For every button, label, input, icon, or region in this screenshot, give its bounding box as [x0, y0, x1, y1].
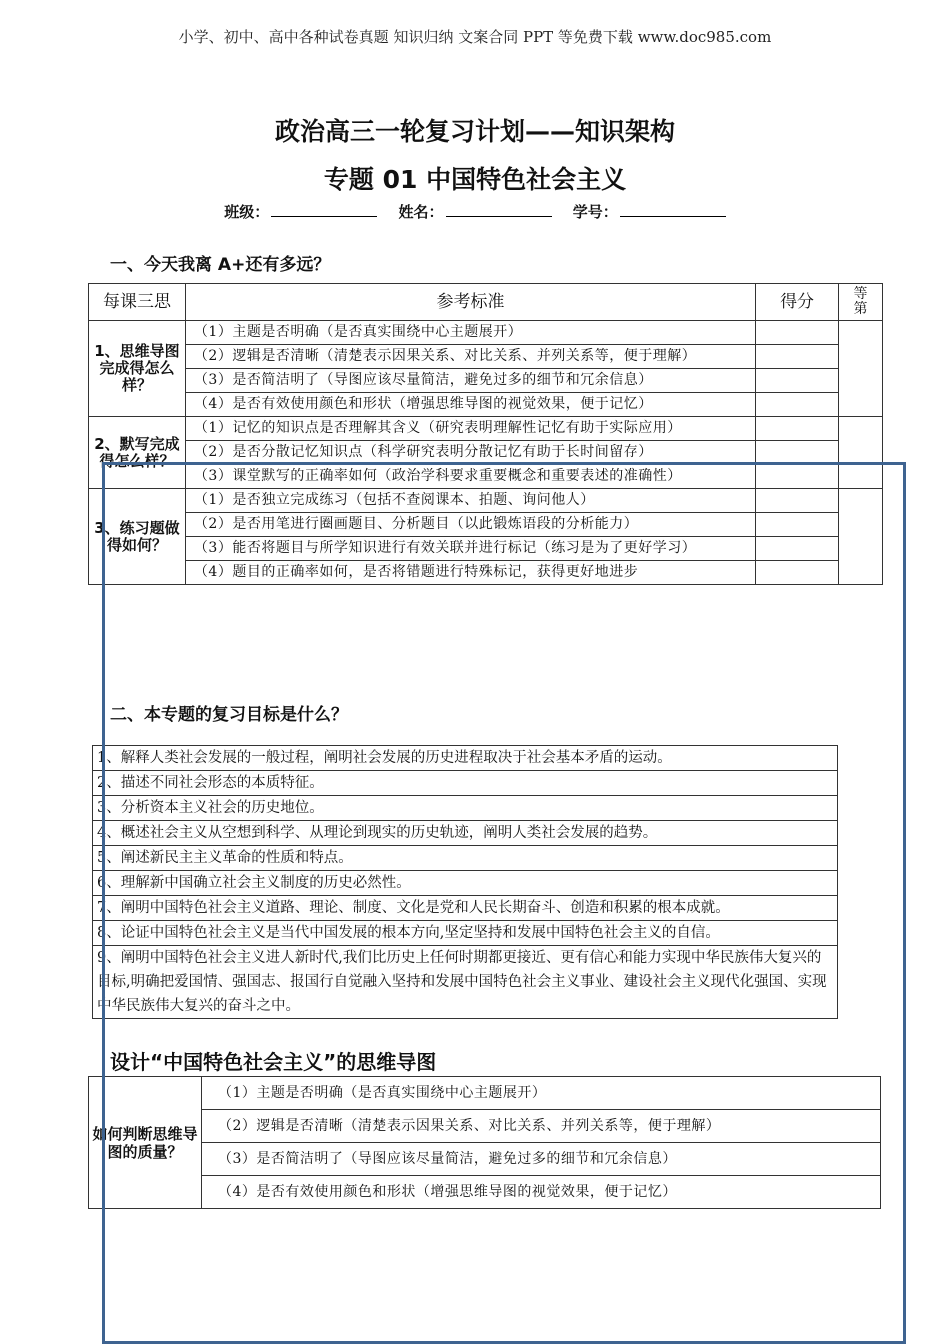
- table-header-row: [89, 284, 883, 321]
- criteria-cell: （4）是否有效使用颜色和形状（增强思维导图的视觉效果，便于记忆）: [185, 393, 755, 417]
- score-cell[interactable]: [756, 417, 839, 441]
- criteria-cell: （2）是否分散记忆知识点（科学研究表明分散记忆有助于长时间留存）: [185, 441, 755, 465]
- section3-heading: 设计“中国特色社会主义”的思维导图: [110, 1050, 437, 1074]
- table-row: [89, 321, 883, 345]
- criteria-cell: （2）逻辑是否清晰（清楚表示因果关系、对比关系、并列关系等，便于理解）: [185, 345, 755, 369]
- header-reflection: 每课三思: [89, 284, 186, 321]
- table-row: [89, 369, 883, 393]
- class-label: 班级：: [224, 203, 270, 221]
- criteria-cell: （3）是否简洁明了（导图应该尽量简洁，避免过多的细节和冗余信息）: [185, 369, 755, 393]
- goal-row: [93, 896, 838, 921]
- goal-item: 8、论证中国特色社会主义是当代中国发展的根本方向,坚定坚持和发展中国特色社会主义的自信。: [93, 921, 838, 946]
- criteria-cell: （1）主题是否明确（是否真实围绕中心主题展开）: [202, 1077, 881, 1110]
- student-id-field[interactable]: [573, 203, 726, 221]
- rank-cell[interactable]: [839, 417, 883, 489]
- table-row: [89, 489, 883, 513]
- header-rank: 等第: [839, 284, 883, 321]
- name-field[interactable]: [398, 203, 551, 221]
- question-2: 2、默写完成得怎么样？: [89, 417, 186, 489]
- rank-cell[interactable]: [839, 489, 883, 585]
- section1-heading: 一、今天我离 A+还有多远？: [110, 255, 331, 275]
- document-subtitle: 专题 01 中国特色社会主义: [323, 165, 627, 194]
- criteria-cell: （3）能否将题目与所学知识进行有效关联并进行标记（练习是为了更好学习）: [185, 537, 755, 561]
- header-score: 得分: [756, 284, 839, 321]
- criteria-cell: （4）题目的正确率如何，是否将错题进行特殊标记，获得更好地进步: [185, 561, 755, 585]
- class-field[interactable]: [224, 203, 377, 221]
- goal-item: 6、理解新中国确立社会主义制度的历史必然性。: [93, 871, 838, 896]
- table-row: [89, 1176, 881, 1209]
- document-title: 政治高三一轮复习计划——知识架构: [274, 117, 675, 146]
- goal-item: 4、概述社会主义从空想到科学、从理论到现实的历史轨迹，阐明人类社会发展的趋势。: [93, 821, 838, 846]
- score-cell[interactable]: [756, 489, 839, 513]
- student-id-label: 学号：: [572, 203, 618, 221]
- criteria-cell: （2）是否用笔进行圈画题目、分析题目（以此锻炼语段的分析能力）: [185, 513, 755, 537]
- criteria-cell: （3）课堂默写的正确率如何（政治学科要求重要概念和重要表述的准确性）: [185, 465, 755, 489]
- criteria-cell: （3）是否简洁明了（导图应该尽量简洁，避免过多的细节和冗余信息）: [202, 1143, 881, 1176]
- goal-row: [93, 771, 838, 796]
- table-row: [89, 345, 883, 369]
- goal-item: 3、分析资本主义社会的历史地位。: [93, 796, 838, 821]
- goal-row: [93, 921, 838, 946]
- score-cell[interactable]: [756, 321, 839, 345]
- score-cell[interactable]: [756, 393, 839, 417]
- watermark-banner: 小学、初中、高中各种试卷真题 知识归纳 文案合同 PPT 等免费下载 www.doc985.com: [178, 28, 772, 46]
- student-info-fields: [0, 201, 950, 222]
- table-row: [89, 1110, 881, 1143]
- goal-item: 2、描述不同社会形态的本质特征。: [93, 771, 838, 796]
- table-row: [89, 513, 883, 537]
- header-criteria: 参考标准: [185, 284, 755, 321]
- goal-row: [93, 946, 838, 1019]
- mindmap-quality-table: [88, 1076, 881, 1209]
- goal-row: [93, 746, 838, 771]
- student-id-blank[interactable]: [620, 202, 726, 217]
- goal-item: 9、阐明中国特色社会主义进人新时代,我们比历史上任何时期都更接近、更有信心和能力实现中华民族伟大复兴的目标,明确把爱国情、强国志、报国行自觉融入坚持和发展中国特色社会主义事业、建设社会主义现代化强国、实现中华民族伟大复兴的奋斗之中。: [93, 946, 838, 1019]
- score-cell[interactable]: [756, 369, 839, 393]
- table-row: [89, 417, 883, 441]
- table-row: [89, 1143, 881, 1176]
- score-cell[interactable]: [756, 345, 839, 369]
- score-cell[interactable]: [756, 561, 839, 585]
- class-blank[interactable]: [271, 202, 377, 217]
- question-3: 3、练习题做得如何？: [89, 489, 186, 585]
- question-1: 1、思维导图完成得怎么样？: [89, 321, 186, 417]
- name-label: 姓名：: [398, 203, 444, 221]
- goal-row: [93, 871, 838, 896]
- table-row: [89, 393, 883, 417]
- table-row: [89, 441, 883, 465]
- goal-row: [93, 846, 838, 871]
- goal-row: [93, 796, 838, 821]
- score-cell[interactable]: [756, 537, 839, 561]
- score-cell[interactable]: [756, 513, 839, 537]
- mindmap-question: 如何判断思维导图的质量？: [89, 1077, 202, 1209]
- rank-cell[interactable]: [839, 321, 883, 417]
- score-cell[interactable]: [756, 441, 839, 465]
- score-cell[interactable]: [756, 465, 839, 489]
- goal-item: 5、阐述新民主主义革命的性质和特点。: [93, 846, 838, 871]
- table-row: [89, 537, 883, 561]
- table-row: [89, 561, 883, 585]
- review-goals-table: [92, 745, 838, 1019]
- self-assessment-table: [88, 283, 883, 585]
- criteria-cell: （1）是否独立完成练习（包括不查阅课本、拍题、询问他人）: [185, 489, 755, 513]
- goal-item: 7、阐明中国特色社会主义道路、理论、制度、文化是党和人民长期奋斗、创造和积累的根本成就。: [93, 896, 838, 921]
- section2-heading: 二、本专题的复习目标是什么？: [110, 705, 348, 725]
- table-row: [89, 465, 883, 489]
- criteria-cell: （2）逻辑是否清晰（清楚表示因果关系、对比关系、并列关系等，便于理解）: [202, 1110, 881, 1143]
- criteria-cell: （1）主题是否明确（是否真实围绕中心主题展开）: [185, 321, 755, 345]
- table-row: [89, 1077, 881, 1110]
- goal-row: [93, 821, 838, 846]
- name-blank[interactable]: [446, 202, 552, 217]
- criteria-cell: （4）是否有效使用颜色和形状（增强思维导图的视觉效果，便于记忆）: [202, 1176, 881, 1209]
- criteria-cell: （1）记忆的知识点是否理解其含义（研究表明理解性记忆有助于实际应用）: [185, 417, 755, 441]
- goal-item: 1、解释人类社会发展的一般过程，阐明社会发展的历史进程取决于社会基本矛盾的运动。: [93, 746, 838, 771]
